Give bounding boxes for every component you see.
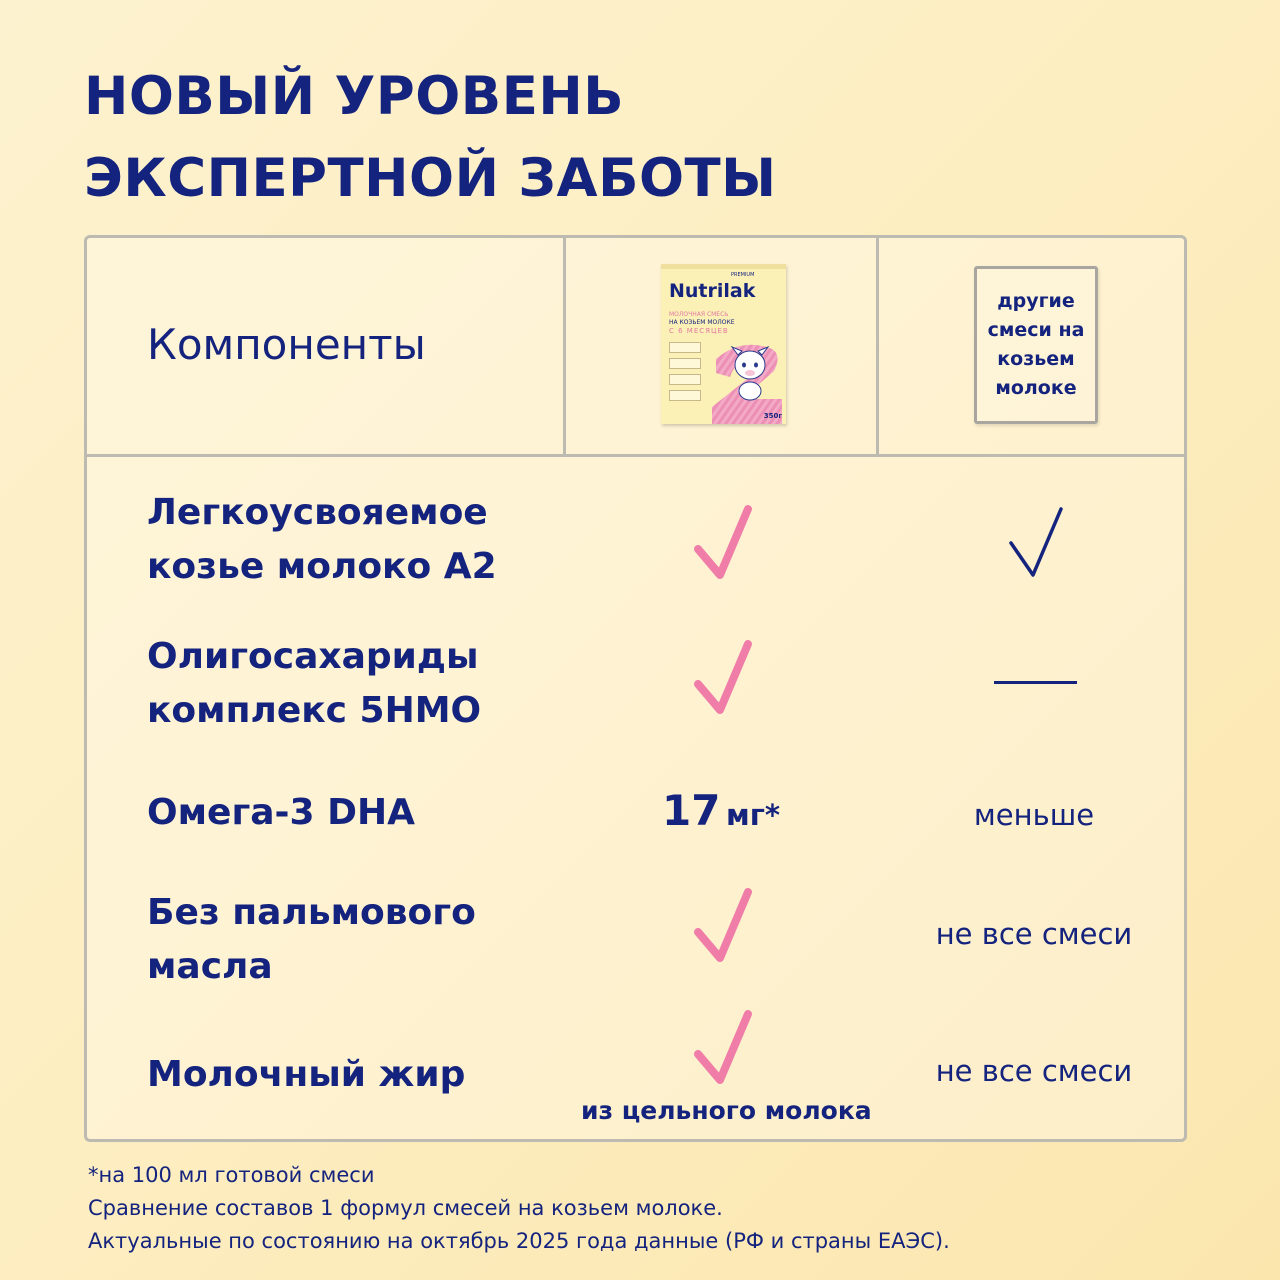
whole-milk-note: из цельного молока	[581, 1096, 872, 1125]
pack-brand: Nutrilak	[669, 280, 756, 302]
footnote-2: Сравнение составов 1 формул смесей на козьем молоке.	[88, 1196, 723, 1220]
check-icon	[692, 1008, 754, 1086]
other-palm-oil-text: не все смеси	[935, 917, 1133, 951]
row-label-no-palm-oil: Без пальмового масла	[147, 892, 476, 987]
pack-line-3: С 6 МЕСЯЦЕВ	[669, 327, 729, 335]
pack-weight: 350г	[763, 412, 782, 420]
footnote-1: *на 100 мл готовой смеси	[88, 1163, 375, 1187]
row-label-dha: Омега-3 DHA	[147, 792, 415, 833]
other-dha-text: меньше	[973, 798, 1095, 832]
goat-illustration	[702, 319, 786, 424]
title-line-1: НОВЫЙ УРОВЕНЬ	[84, 66, 625, 127]
dha-number: 17	[662, 786, 721, 835]
header-divider	[87, 454, 1184, 457]
footnote-3: Актуальные по состоянию на октябрь 2025 года данные (РФ и страны ЕАЭС).	[88, 1229, 950, 1253]
column-divider-1	[563, 238, 566, 455]
pack-line-2: НА КОЗЬЕМ МОЛОКЕ	[669, 319, 735, 326]
row-label-a2-milk: Легкоусвояемое козье молоко А2	[147, 492, 497, 587]
pack-subtitle: PREMIUM	[731, 272, 755, 278]
comparison-table	[84, 235, 1187, 1142]
dha-value	[662, 786, 780, 835]
nutrilak-product-image	[661, 264, 786, 424]
row-label-hmo: Олигосахариды комплекс 5НМО	[147, 636, 482, 731]
other-formulas-header	[974, 266, 1098, 424]
pack-line-1: МОЛОЧНАЯ СМЕСЬ	[669, 311, 729, 318]
components-header: Компоненты	[147, 320, 426, 369]
check-icon	[692, 638, 754, 716]
page-title	[84, 56, 777, 220]
column-divider-2	[876, 238, 879, 455]
check-icon	[1005, 503, 1067, 581]
other-formulas-label: другие смеси на козьем молоке	[987, 290, 1085, 399]
other-milk-fat-text: не все смеси	[935, 1054, 1133, 1088]
title-line-2: ЭКСПЕРТНОЙ ЗАБОТЫ	[84, 148, 777, 209]
row-label-milk-fat: Молочный жир	[147, 1054, 466, 1095]
check-icon	[692, 886, 754, 964]
dha-unit: мг*	[726, 798, 781, 832]
dash-icon	[994, 681, 1077, 684]
check-icon	[692, 503, 754, 581]
footnotes	[88, 1159, 950, 1258]
